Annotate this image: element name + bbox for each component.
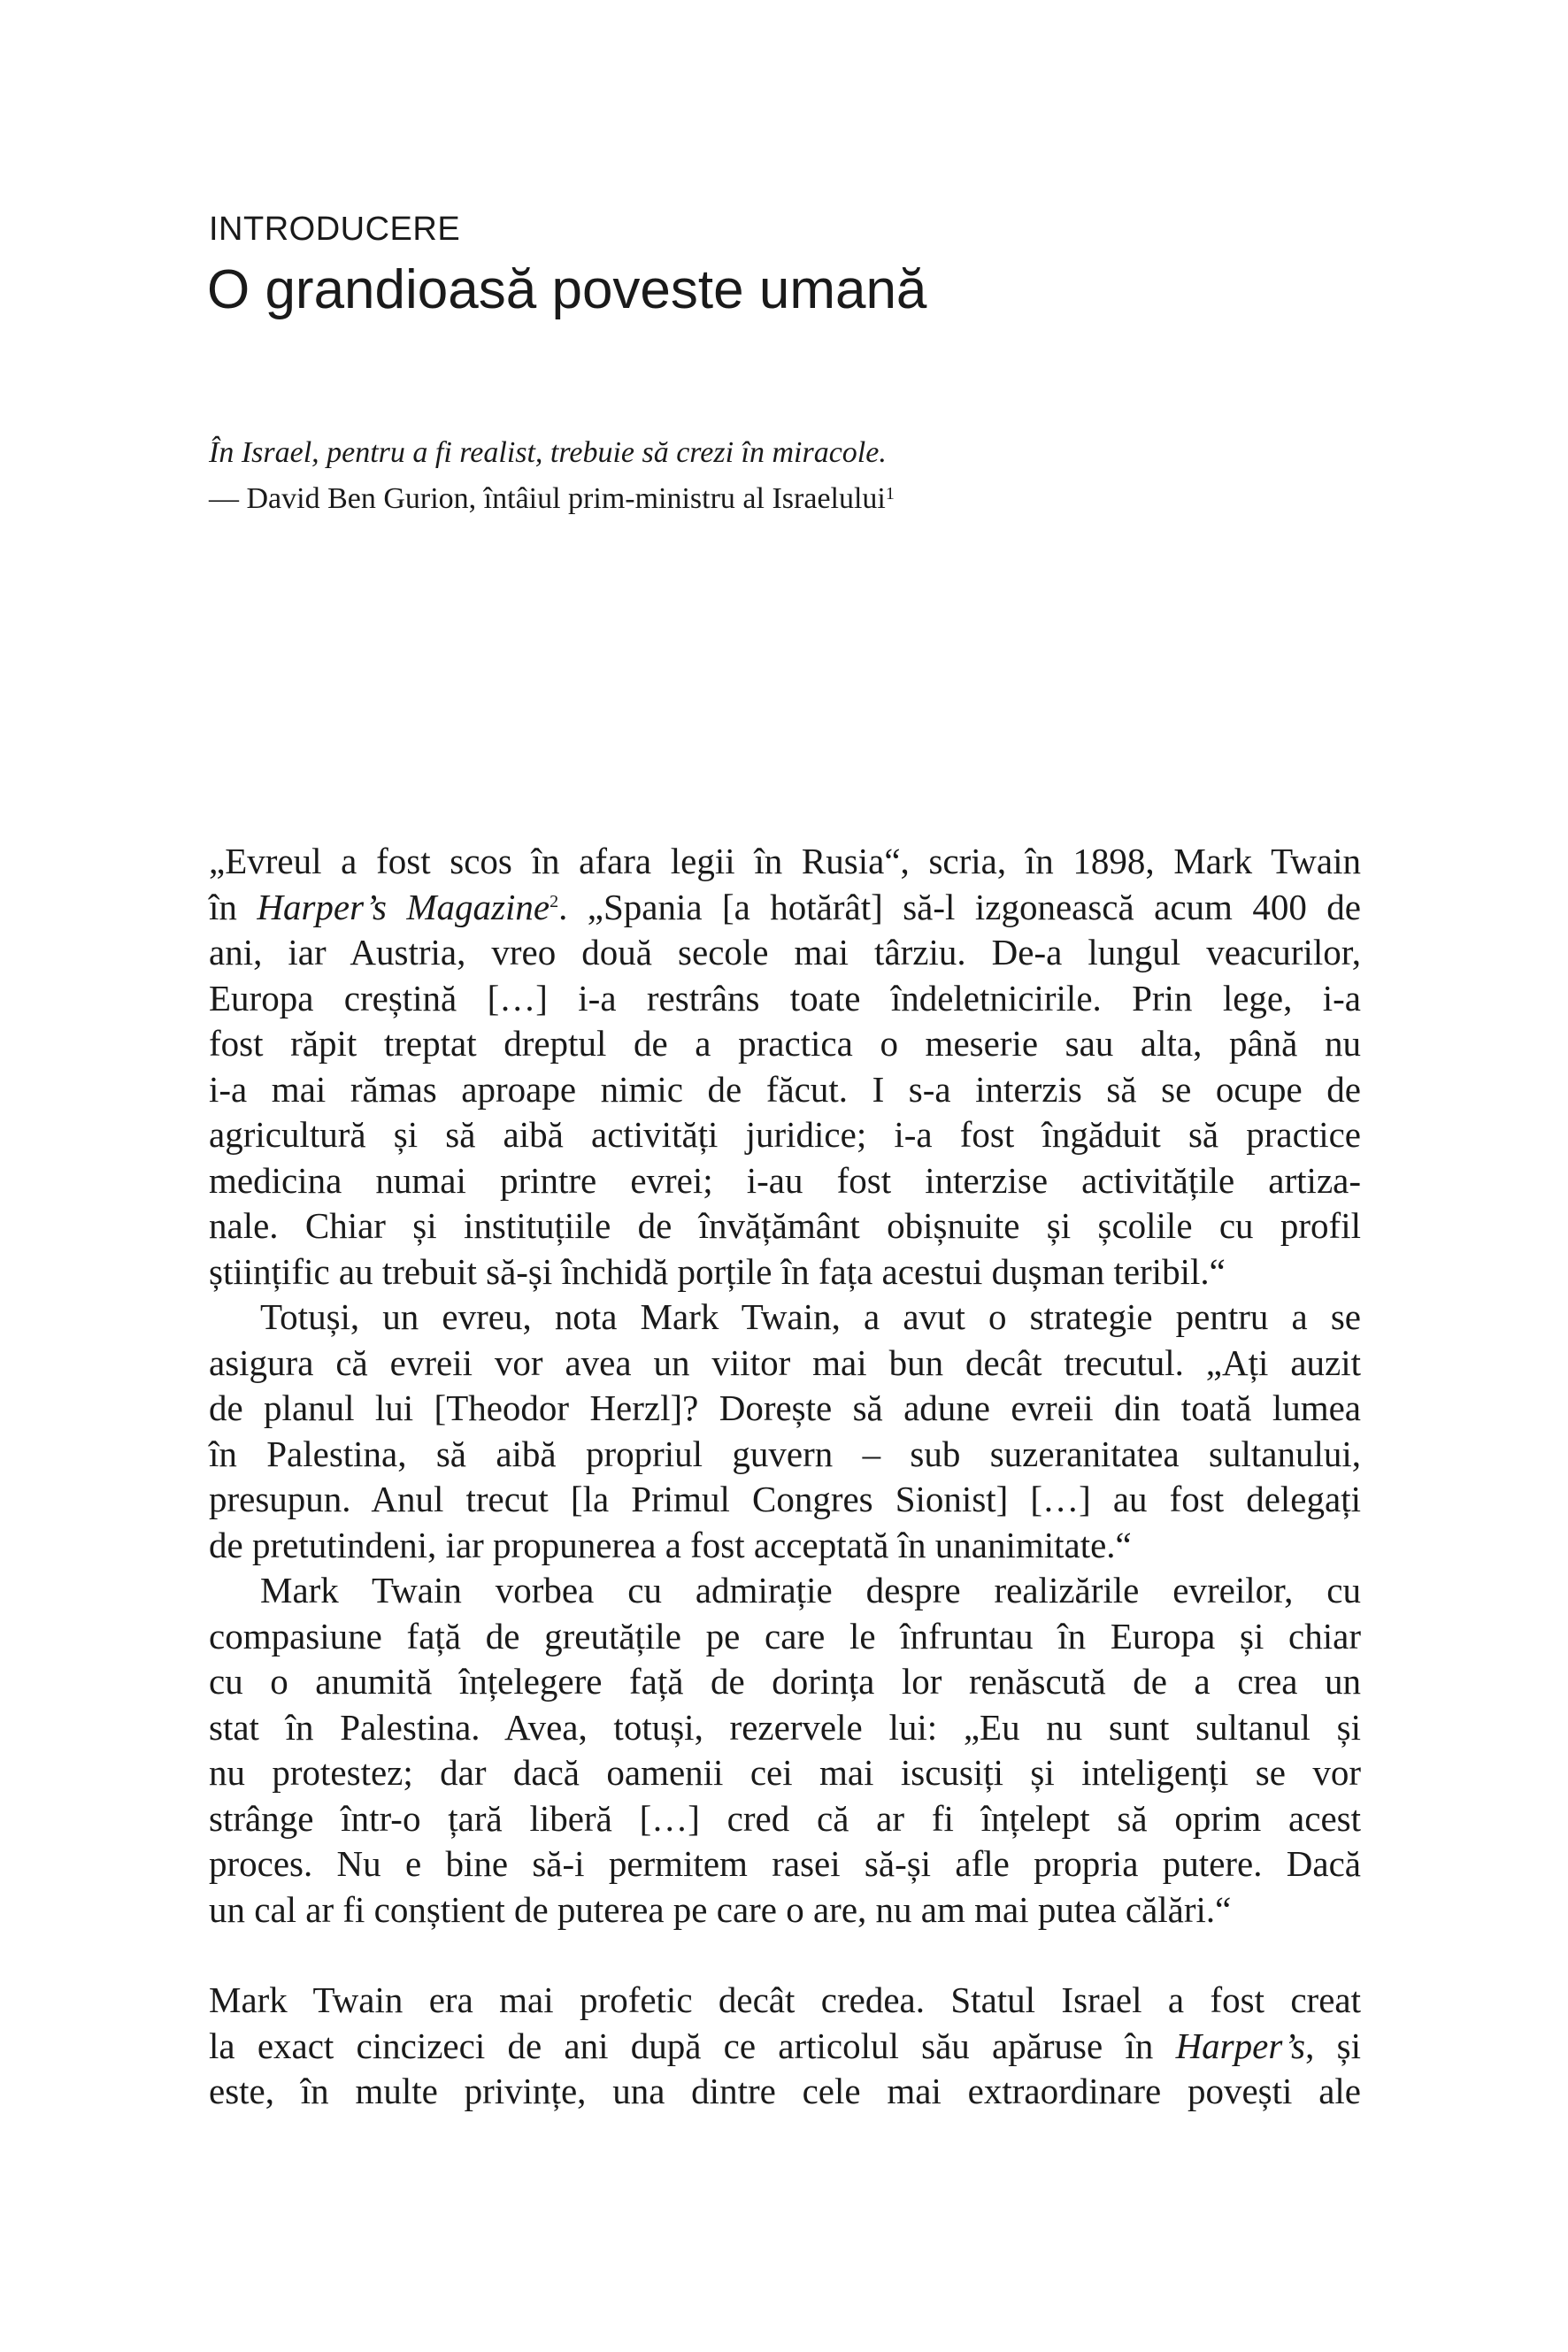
paragraph <box>209 839 1361 1295</box>
epigraph-quote: În Israel, pentru a fi realist, trebuie să crezi în miracole. <box>209 436 887 469</box>
text-line: „Evreul a fost scos în afara legii în Rusia“, scria, în 1898, Mark Twain <box>209 841 1361 881</box>
magazine-title: Harper’s <box>1175 2025 1306 2066</box>
footnote-ref: 1 <box>885 484 895 503</box>
epigraph <box>209 430 895 522</box>
text-line: nu protestez; dar dacă oamenii cei mai iscusiți și inteligenți se vor <box>209 1752 1361 1793</box>
text-line: Mark Twain era mai profetic decât credea. Statul Israel a fost creat <box>209 1979 1361 2020</box>
text-segment: în <box>209 886 257 927</box>
text-line: proces. Nu e bine să-i permitem rasei să-și afle propria putere. Dacă <box>209 1843 1361 1884</box>
text-segment: la exact cincizeci de ani după ce articolul său apăruse în <box>209 2025 1176 2066</box>
text-line: Totuși, un evreu, nota Mark Twain, a avut o strategie pentru a se <box>260 1296 1361 1337</box>
paragraph <box>209 1568 1361 1933</box>
paragraph <box>209 1295 1361 1568</box>
text-line: științific au trebuit să-și închidă porțile în fața acestui dușman teribil.“ <box>209 1250 1226 1292</box>
text-line: stat în Palestina. Avea, totuși, rezervele lui: „Eu nu sunt sultanul și <box>209 1706 1361 1748</box>
text-line: presupun. Anul trecut [la Primul Congres Sionist] […] au fost delegați <box>209 1479 1361 1519</box>
text-line: în Palestina, să aibă propriul guvern – sub suzeranitatea sultanului, <box>209 1433 1361 1474</box>
text-line <box>209 885 1361 931</box>
text-line: este, în multe privințe, una dintre cele mai extraordinare povești ale <box>209 2071 1361 2111</box>
text-line: agricultură și să aibă activități juridice; i-a fost îngăduit să practice <box>209 1114 1361 1155</box>
text-line <box>209 2024 1361 2070</box>
chapter-title: O grandioasă poveste umană <box>207 259 927 320</box>
text-line: Mark Twain vorbea cu admirație despre realizările evreilor, cu <box>260 1570 1361 1610</box>
text-line: fost răpit treptat dreptul de a practica o meserie sau alta, până nu <box>209 1023 1361 1064</box>
text-line: nale. Chiar și instituțiile de învățământ obișnuite și școlile cu profil <box>209 1205 1361 1246</box>
text-line: asigura că evreii vor avea un viitor mai bun decât trecutul. „Ați auzit <box>209 1341 1361 1383</box>
text-line: medicina numai printre evrei; i-au fost interzise activitățile artiza- <box>209 1159 1361 1201</box>
paragraph <box>209 1978 1361 2115</box>
text-line: strânge într-o țară liberă […] cred că ar fi înțelept să oprim acest <box>209 1797 1361 1839</box>
text-line: compasiune față de greutățile pe care le înfruntau în Europa și chiar <box>209 1615 1361 1656</box>
epigraph-source-text: — David Ben Gurion, întâiul prim-ministru al Israelului <box>209 482 886 515</box>
text-line: de pretutindeni, iar propunerea a fost acceptată în unanimitate.“ <box>209 1524 1132 1565</box>
body-text <box>209 839 1361 2115</box>
text-segment: , și <box>1305 2025 1361 2066</box>
footnote-ref: 2 <box>550 891 559 911</box>
text-line: Europa creștină […] i-a restrâns toate îndeletnicirile. Prin lege, i-a <box>209 977 1361 1018</box>
magazine-title: Harper’s Magazine <box>257 886 550 927</box>
chapter-label: INTRODUCERE <box>209 211 461 248</box>
text-line: i-a mai rămas aproape nimic de făcut. I s-a interzis să se ocupe de <box>209 1068 1361 1110</box>
text-segment: . „Spania [a hotărât] să-l izgonească acum 400 de <box>558 886 1362 927</box>
text-line: de planul lui [Theodor Herzl]? Dorește să adune evreii din toată lumea <box>209 1387 1361 1428</box>
text-line: cu o anumită înțelegere față de dorința lor renăscută de a crea un <box>209 1661 1361 1702</box>
text-line: ani, iar Austria, vreo două secole mai târziu. De-a lungul veacurilor, <box>209 932 1361 972</box>
epigraph-source <box>209 476 895 522</box>
text-line: un cal ar fi conștient de puterea pe care o are, nu am mai putea călări.“ <box>209 1888 1232 1930</box>
